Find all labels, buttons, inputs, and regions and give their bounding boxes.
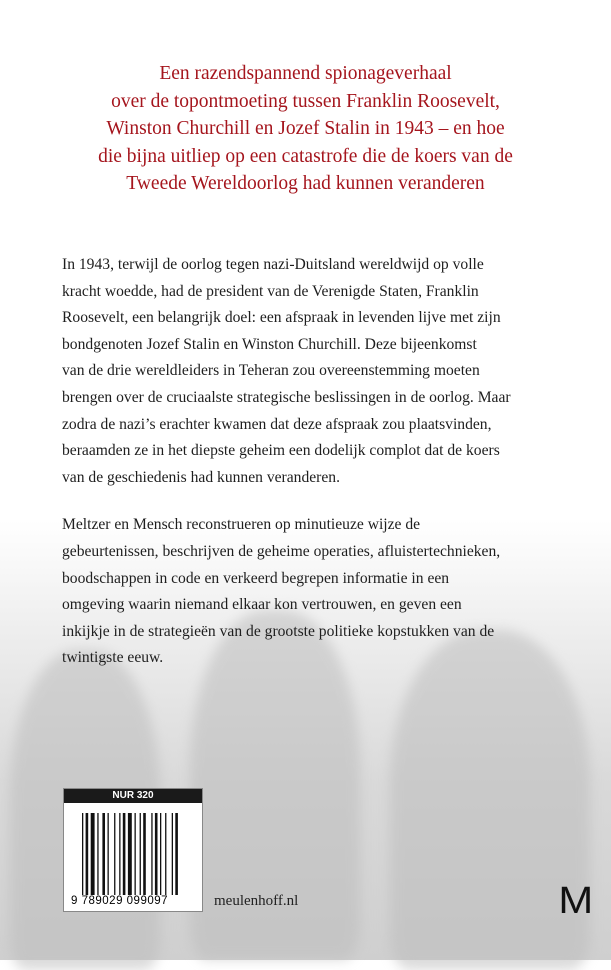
text-line: van de geschiedenis had kunnen veranderen. (62, 468, 340, 486)
text-line: zodra de nazi’s erachter kwamen dat deze afspraak zou plaatsvinden, (62, 415, 492, 433)
barcode-bar (160, 813, 161, 895)
text-line: gebeurtenissen, beschrijven de geheime operaties, afluistertechnieken, (62, 542, 501, 560)
barcode-bar (86, 813, 89, 895)
barcode-bar (143, 813, 146, 895)
tagline-line: Winston Churchill en Jozef Stalin in 1943 – en hoe (106, 118, 505, 139)
text-line: inkijkje in de strategieën van de grootste politieke kopstukken van de (62, 622, 495, 640)
nur-label: NUR 320 (64, 789, 202, 803)
barcode-bar (108, 813, 109, 895)
tagline-line: Tweede Wereldoorlog had kunnen veranderen (126, 173, 485, 194)
text-line: kracht woedde, had de president van de Verenigde Staten, Franklin (62, 282, 479, 300)
barcode-bar (123, 813, 126, 895)
text-line: twintigste eeuw. (62, 649, 164, 667)
text-line: van de drie wereldleiders in Teheran zou overeenstemming moeten (62, 362, 480, 380)
text-line: beraamden ze in het diepste geheim een dodelijk complot dat de koers (62, 442, 500, 460)
blurb-paragraph-2 (62, 512, 582, 672)
tagline-line: over de topontmoeting tussen Franklin Roosevelt, (111, 90, 500, 112)
text-line: omgeving waarin niemand elkaar kon vertrouwen, en geven een (62, 596, 462, 614)
barcode-bar (175, 813, 178, 895)
barcode-bar (119, 813, 120, 895)
text-line: Roosevelt, een belangrijk doel: een afspraak in levenden lijve met zijn (62, 309, 501, 327)
barcode-bar (82, 813, 83, 895)
barcode-bar (128, 813, 132, 895)
text-line: Meltzer en Mensch reconstrueren op minutieuze wijze de (62, 516, 421, 534)
barcode-bar (135, 813, 136, 895)
barcode-bar (151, 813, 152, 895)
text-line: brengen over de cruciaalste strategische beslissingen in de oorlog. Maar (62, 388, 511, 406)
barcode-bar (114, 813, 115, 895)
blurb (62, 252, 582, 693)
blurb-paragraph-1 (62, 252, 582, 491)
publisher-url[interactable]: meulenhoff.nl (214, 893, 299, 909)
barcode-bar (97, 813, 98, 895)
isbn-number: 9 789029 099097 (71, 895, 169, 907)
isbn-barcode (63, 788, 203, 912)
barcode-bar (165, 813, 166, 895)
text-line: boodschappen in code en verkeerd begrepen informatie in een (62, 569, 450, 587)
barcode-bar (172, 813, 173, 895)
barcode-bar (102, 813, 105, 895)
tagline-line: Een razendspannend spionageverhaal (159, 63, 452, 84)
tagline-line: die bijna uitliep op een catastrofe die de koers van de (98, 145, 513, 167)
publisher-logo: M (558, 880, 594, 922)
barcode-bars (82, 813, 194, 895)
text-line: In 1943, terwijl de oorlog tegen nazi-Duitsland wereldwijd op volle (62, 256, 484, 273)
text-line: bondgenoten Jozef Stalin en Winston Churchill. Deze bijeenkomst (62, 335, 477, 353)
barcode-bar (155, 813, 158, 895)
tagline (0, 60, 611, 198)
barcode-bar (91, 813, 95, 895)
barcode-bar (140, 813, 141, 895)
